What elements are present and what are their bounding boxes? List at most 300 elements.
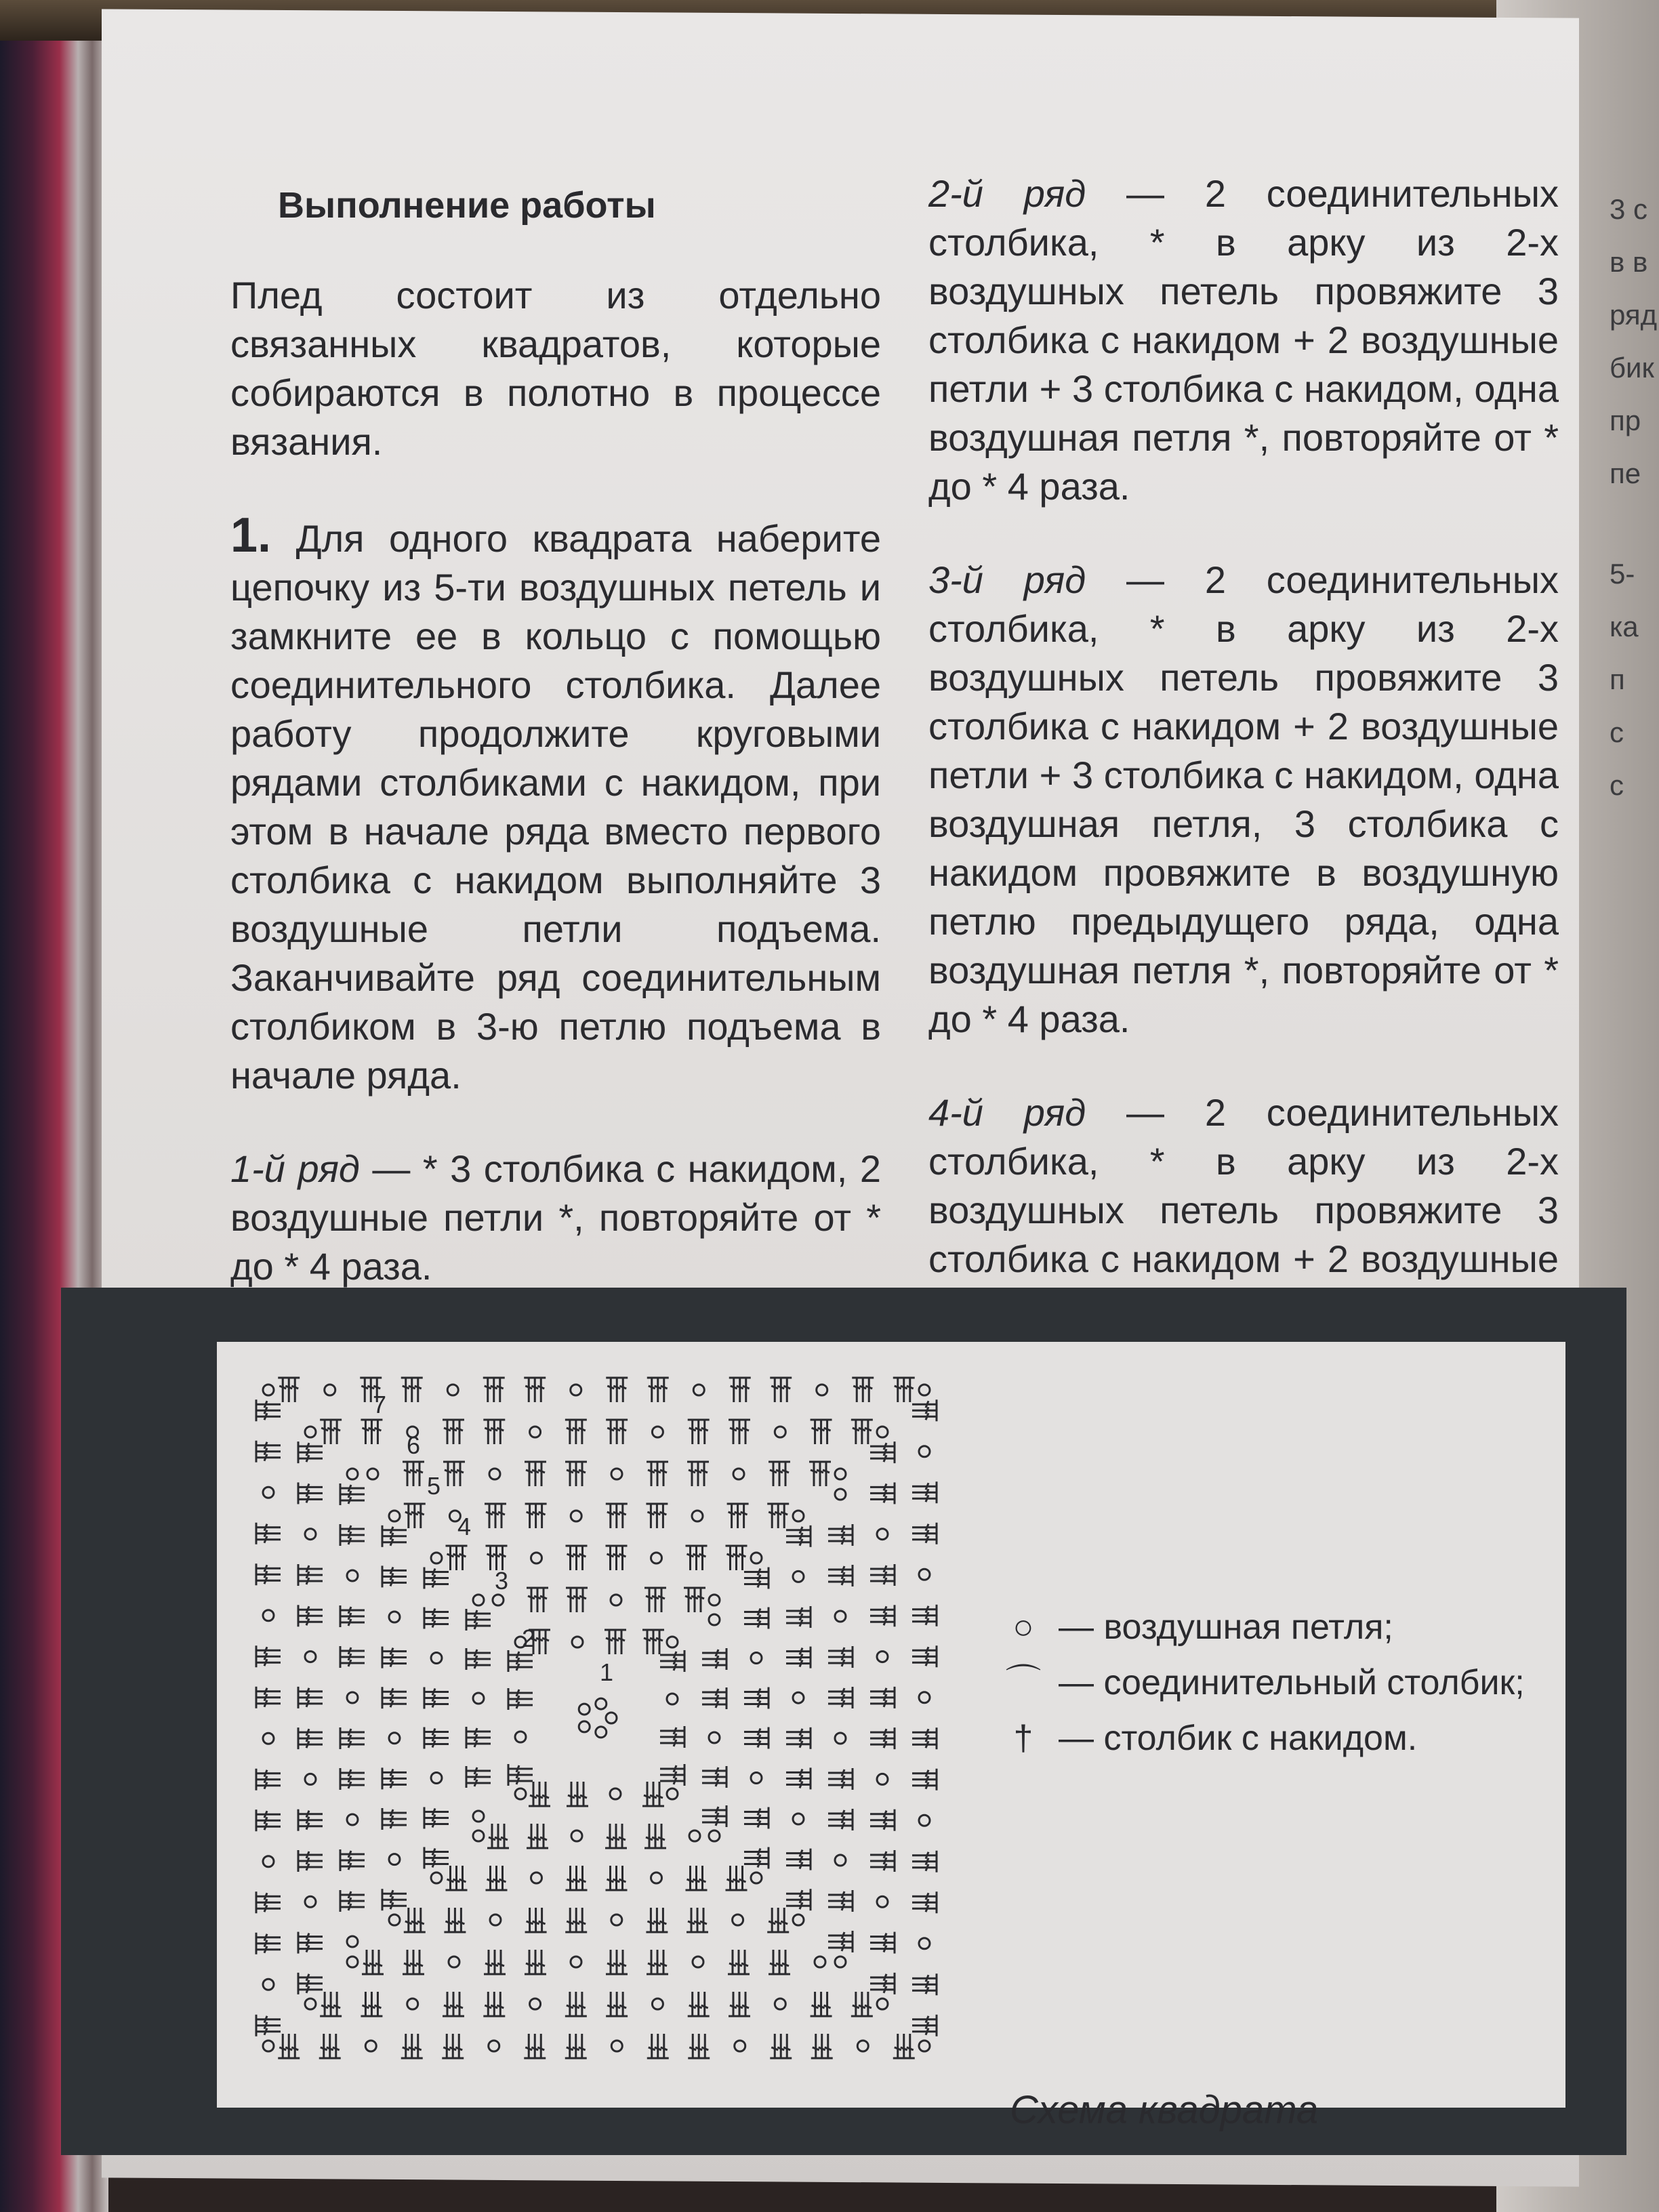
- double-crochet-mark: [912, 1652, 937, 1661]
- double-crochet-mark: [361, 1992, 370, 2016]
- chain-stitch-mark: [263, 1610, 274, 1621]
- double-crochet-mark: [786, 1849, 811, 1858]
- double-crochet-mark: [298, 1979, 323, 1988]
- double-crochet-mark: [527, 1824, 536, 1848]
- double-crochet-mark: [912, 1605, 937, 1614]
- double-crochet-mark: [779, 1908, 789, 1932]
- edge-fragment: 5-: [1610, 558, 1635, 590]
- double-crochet-mark: [786, 1612, 811, 1622]
- chain-stitch-mark: [305, 1999, 316, 2009]
- double-crochet-mark: [912, 1769, 937, 1778]
- double-crochet-mark: [727, 1504, 737, 1528]
- double-crochet-mark: [660, 1726, 684, 1736]
- chain-stitch-mark: [919, 1938, 930, 1949]
- chain-stitch-mark: [389, 1733, 400, 1744]
- double-crochet-mark: [767, 1504, 777, 1528]
- chain-stitch-mark: [919, 2041, 930, 2051]
- double-crochet-mark: [537, 1462, 546, 1486]
- double-crochet-mark: [537, 1504, 547, 1528]
- double-crochet-mark: [744, 1820, 769, 1829]
- double-crochet-mark: [298, 1985, 323, 1994]
- double-crochet-mark: [533, 1588, 542, 1612]
- double-crochet-mark: [828, 1774, 853, 1784]
- double-crochet-mark: [828, 1577, 853, 1586]
- double-crochet-mark: [298, 1734, 323, 1743]
- double-crochet-mark: [298, 1488, 323, 1498]
- edge-fragment: бик: [1610, 352, 1654, 384]
- chain-stitch-mark: [775, 1999, 785, 2009]
- double-crochet-mark: [899, 1378, 909, 1402]
- double-crochet-mark: [298, 1494, 323, 1504]
- double-crochet-mark: [489, 1992, 499, 2016]
- double-crochet-mark: [566, 1588, 575, 1612]
- double-crochet-mark: [646, 1908, 655, 1932]
- double-crochet-mark: [401, 1378, 411, 1402]
- chain-stitch-mark: [263, 1385, 274, 1395]
- double-crochet-mark: [702, 1648, 726, 1658]
- double-crochet-mark: [912, 1481, 937, 1491]
- double-crochet-mark: [828, 1693, 853, 1702]
- double-crochet-mark: [651, 1824, 660, 1848]
- chain-stitch-mark: [489, 1469, 500, 1479]
- double-crochet-mark: [786, 1767, 811, 1777]
- double-crochet-mark: [466, 1621, 491, 1631]
- double-crochet-mark: [912, 1535, 937, 1544]
- double-crochet-mark: [424, 1847, 449, 1857]
- double-crochet-mark: [382, 1578, 407, 1587]
- double-crochet-mark: [530, 2034, 539, 2058]
- double-crochet-mark: [340, 1780, 365, 1790]
- double-crochet-mark: [744, 1814, 769, 1823]
- double-crochet-mark: [424, 1860, 449, 1869]
- double-crochet-mark: [702, 1766, 726, 1776]
- double-crochet-mark: [606, 1546, 615, 1570]
- double-crochet-mark: [786, 1861, 811, 1870]
- chain-stitch-mark: [447, 1385, 458, 1395]
- double-crochet-mark: [340, 1646, 365, 1656]
- double-crochet-mark: [700, 2034, 710, 2058]
- double-crochet-mark: [647, 1462, 656, 1486]
- double-crochet-mark: [491, 1504, 500, 1528]
- double-crochet-mark: [524, 1378, 533, 1402]
- chain-stitch-mark: [919, 1569, 930, 1580]
- double-crochet-mark: [410, 1504, 419, 1528]
- double-crochet-mark: [809, 1462, 819, 1486]
- double-crochet-mark: [735, 1378, 745, 1402]
- chain-stitch-mark: [473, 1595, 484, 1605]
- round-label-6: 6: [407, 1431, 421, 1459]
- double-crochet-mark: [686, 1866, 695, 1890]
- double-crochet-mark: [466, 1772, 491, 1782]
- double-crochet-mark: [566, 1866, 575, 1890]
- double-crochet-mark: [653, 2034, 663, 2058]
- double-crochet-mark: [298, 1973, 323, 1982]
- double-crochet-mark: [382, 1820, 407, 1830]
- double-crochet-mark: [767, 1908, 777, 1932]
- double-crochet-mark: [340, 1740, 365, 1749]
- chain-stitch-mark: [652, 1427, 663, 1437]
- double-crochet-mark: [424, 1574, 449, 1583]
- double-crochet-mark: [647, 1378, 657, 1402]
- chain-stitch-mark: [751, 1653, 762, 1664]
- double-crochet-mark: [340, 1490, 365, 1499]
- double-crochet-mark: [298, 1687, 323, 1696]
- double-crochet-mark: [657, 1588, 666, 1612]
- double-crochet-mark: [508, 1656, 533, 1666]
- double-crochet-mark: [734, 1950, 743, 1974]
- double-crochet-mark: [298, 1856, 323, 1866]
- chain-stitch-mark: [919, 1692, 930, 1703]
- double-crochet-mark: [340, 1496, 365, 1505]
- double-crochet-mark: [828, 1652, 853, 1662]
- chain-stitch-mark: [431, 1773, 442, 1784]
- double-crochet-mark: [298, 1822, 323, 1831]
- double-crochet-mark: [508, 1662, 533, 1672]
- double-crochet-mark: [611, 1824, 621, 1848]
- double-crochet-mark: [644, 1824, 654, 1848]
- double-crochet-mark: [325, 2034, 335, 2058]
- edge-fragment: в в: [1610, 246, 1648, 278]
- double-crochet-mark: [486, 1546, 495, 1570]
- double-crochet-mark: [744, 1568, 769, 1577]
- double-crochet-mark: [702, 1778, 726, 1788]
- chain-stitch-mark: [263, 2041, 274, 2051]
- double-crochet-mark: [490, 1950, 499, 1974]
- double-crochet-mark: [912, 1494, 937, 1503]
- double-crochet-mark: [416, 1908, 426, 1932]
- double-crochet-mark: [256, 1399, 281, 1409]
- double-crochet-mark: [606, 1378, 615, 1402]
- double-crochet-mark: [870, 1617, 895, 1626]
- double-crochet-mark: [828, 1530, 853, 1540]
- chain-stitch-mark: [473, 1811, 484, 1822]
- double-crochet-mark: [618, 1504, 628, 1528]
- double-crochet-mark: [912, 1617, 937, 1626]
- double-crochet-mark: [870, 1816, 895, 1825]
- chain-stitch-mark: [651, 1553, 662, 1563]
- legend-text-chain: — воздушная петля;: [1059, 1607, 1393, 1647]
- double-crochet-mark: [495, 1378, 505, 1402]
- double-crochet-mark: [541, 1782, 550, 1806]
- chain-stitch-mark: [919, 1815, 930, 1826]
- double-crochet-mark: [533, 1824, 542, 1848]
- double-crochet-mark: [659, 1378, 669, 1402]
- chain-stitch-mark: [347, 1957, 358, 1967]
- edge-fragment: с: [1610, 716, 1624, 748]
- double-crochet-mark: [284, 2034, 293, 2058]
- double-crochet-mark: [409, 1462, 418, 1486]
- double-crochet-mark: [508, 1694, 533, 1704]
- double-crochet-mark: [298, 1862, 323, 1872]
- double-crochet-mark: [823, 2034, 833, 2058]
- double-crochet-mark: [786, 1889, 811, 1898]
- chain-stitch-mark: [531, 1872, 542, 1883]
- double-crochet-mark: [782, 1378, 792, 1402]
- double-crochet-mark: [618, 1992, 628, 2016]
- double-crochet-mark: [442, 2034, 451, 2058]
- double-crochet-mark: [446, 1866, 455, 1890]
- double-crochet-mark: [775, 1950, 784, 1974]
- double-crochet-mark: [770, 2034, 779, 2058]
- legend-row-chain: [1003, 1599, 1525, 1655]
- double-crochet-mark: [811, 1992, 820, 2016]
- double-crochet-mark: [298, 1576, 323, 1586]
- double-crochet-mark: [298, 1570, 323, 1580]
- chain-stitch-mark: [610, 1788, 621, 1799]
- double-crochet-mark: [525, 1908, 535, 1932]
- double-crochet-mark: [732, 1546, 741, 1570]
- double-crochet-mark: [851, 1420, 861, 1444]
- double-crochet-mark: [870, 1809, 895, 1819]
- double-crochet-mark: [912, 1891, 937, 1901]
- double-crochet-mark: [744, 1694, 769, 1703]
- double-crochet-mark: [256, 1441, 281, 1450]
- double-crochet-icon: †: [1013, 1719, 1033, 1758]
- chain-stitch-mark: [263, 1487, 274, 1498]
- double-crochet-mark: [857, 1992, 867, 2016]
- double-crochet-mark: [424, 1700, 449, 1709]
- double-crochet-mark: [362, 1950, 371, 1974]
- double-crochet-mark: [298, 1441, 323, 1451]
- double-crochet-mark: [864, 1378, 874, 1402]
- double-crochet-mark: [744, 1853, 769, 1863]
- double-crochet-mark: [565, 2034, 575, 2058]
- double-crochet-mark: [256, 1658, 281, 1667]
- double-crochet-mark: [660, 1732, 684, 1742]
- chain-stitch-mark: [263, 1979, 274, 1990]
- double-crochet-mark: [741, 1378, 751, 1402]
- double-crochet-mark: [698, 1866, 708, 1890]
- double-crochet-mark: [828, 1896, 853, 1906]
- double-crochet-mark: [443, 1462, 453, 1486]
- double-crochet-mark: [912, 1412, 937, 1421]
- chain-stitch-mark: [389, 1914, 400, 1925]
- double-crochet-mark: [606, 1950, 615, 1974]
- double-crochet-mark: [702, 1694, 726, 1703]
- double-crochet-mark: [577, 1992, 587, 2016]
- double-crochet-mark: [660, 1662, 684, 1672]
- double-crochet-mark: [539, 1588, 548, 1612]
- double-crochet-mark: [530, 1378, 539, 1402]
- double-crochet-mark: [618, 1950, 628, 1974]
- double-crochet-mark: [726, 1866, 735, 1890]
- double-crochet-mark: [857, 1420, 867, 1444]
- double-crochet-mark: [415, 1950, 424, 1974]
- chain-stitch-mark: [389, 1511, 400, 1521]
- double-crochet-mark: [382, 1532, 407, 1541]
- double-crochet-mark: [688, 1992, 697, 2016]
- double-crochet-mark: [409, 1950, 418, 1974]
- double-crochet-mark: [702, 1700, 726, 1709]
- double-crochet-mark: [729, 1420, 738, 1444]
- chain-stitch-mark: [733, 1469, 744, 1479]
- double-crochet-mark: [466, 1778, 491, 1788]
- chain-stitch-mark: [793, 1914, 804, 1925]
- double-crochet-mark: [256, 1693, 281, 1702]
- chain-stitch-mark: [611, 1914, 622, 1925]
- row4-label: 4-й ряд: [928, 1091, 1086, 1134]
- double-crochet-mark: [256, 1535, 281, 1544]
- double-crochet-mark: [466, 1727, 491, 1736]
- double-crochet-mark: [572, 1588, 581, 1612]
- edge-fragment: с: [1610, 769, 1624, 801]
- chain-stitch-mark: [431, 1653, 442, 1664]
- double-crochet-mark: [382, 1889, 407, 1898]
- double-crochet-mark: [298, 1617, 323, 1626]
- double-crochet-mark: [256, 1891, 281, 1901]
- slip-stitch-icon: ⌒: [1005, 1663, 1041, 1702]
- next-page-text-fragments: [1610, 183, 1659, 812]
- double-crochet-mark: [256, 1453, 281, 1462]
- double-crochet-mark: [744, 1580, 769, 1589]
- double-crochet-mark: [744, 1687, 769, 1697]
- double-crochet-mark: [735, 1420, 744, 1444]
- double-crochet-mark: [340, 1856, 365, 1865]
- double-crochet-mark: [606, 1992, 615, 2016]
- double-crochet-mark: [744, 1614, 769, 1623]
- chain-stitch-mark: [815, 1957, 825, 1967]
- double-crochet-mark: [693, 1462, 703, 1486]
- double-crochet-mark: [912, 1898, 937, 1907]
- double-crochet-mark: [729, 1992, 738, 2016]
- double-crochet-mark: [647, 2034, 657, 2058]
- double-crochet-mark: [912, 1399, 937, 1409]
- double-crochet-mark: [256, 1775, 281, 1784]
- chain-stitch-mark: [305, 1427, 316, 1437]
- double-crochet-mark: [786, 1780, 811, 1789]
- double-crochet-mark: [404, 1908, 413, 1932]
- double-crochet-mark: [382, 1659, 407, 1668]
- double-crochet-mark: [571, 2034, 581, 2058]
- chain-stitch-mark: [596, 1727, 607, 1738]
- double-crochet-mark: [446, 1546, 455, 1570]
- double-crochet-mark: [744, 1727, 769, 1737]
- double-crochet-mark: [298, 1809, 323, 1819]
- double-crochet-mark: [870, 1985, 895, 1994]
- double-crochet-mark: [786, 1532, 811, 1541]
- double-crochet-mark: [340, 1536, 365, 1546]
- chain-stitch-mark: [793, 1814, 804, 1824]
- double-crochet-mark: [811, 1420, 820, 1444]
- double-crochet-mark: [899, 2034, 909, 2058]
- double-crochet-mark: [298, 1944, 323, 1954]
- double-crochet-mark: [455, 1462, 465, 1486]
- double-crochet-mark: [340, 1768, 365, 1778]
- double-crochet-mark: [537, 1908, 547, 1932]
- double-crochet-mark: [298, 1693, 323, 1702]
- double-crochet-mark: [646, 1504, 655, 1528]
- double-crochet-mark: [298, 1740, 323, 1749]
- chain-stitch-mark: [611, 2041, 622, 2051]
- double-crochet-mark: [782, 2034, 792, 2058]
- double-crochet-mark: [368, 1950, 377, 1974]
- chain-stitch-mark: [431, 1872, 442, 1883]
- double-crochet-mark: [382, 1653, 407, 1662]
- chain-stitch-mark: [877, 1652, 888, 1662]
- double-crochet-mark: [655, 1782, 664, 1806]
- double-crochet-mark: [340, 1896, 365, 1906]
- double-crochet-mark: [298, 1932, 323, 1942]
- row3-label: 3-й ряд: [928, 558, 1086, 601]
- chain-stitch-mark: [473, 1693, 484, 1704]
- double-crochet-mark: [702, 1818, 726, 1827]
- double-crochet-mark: [565, 1420, 575, 1444]
- double-crochet-mark: [870, 1482, 895, 1492]
- double-crochet-mark: [444, 1908, 453, 1932]
- diagram-legend: [1003, 1599, 1525, 1766]
- double-crochet-mark: [373, 1420, 382, 1444]
- double-crochet-mark: [374, 1950, 384, 1974]
- chain-stitch-mark: [793, 1571, 804, 1582]
- double-crochet-mark: [659, 1950, 668, 1974]
- chain-stitch-mark: [389, 1612, 400, 1622]
- double-crochet-mark: [256, 2027, 281, 2036]
- double-crochet-mark: [566, 1546, 575, 1570]
- double-crochet-mark: [618, 1866, 628, 1890]
- double-crochet-mark: [424, 1727, 449, 1737]
- double-crochet-mark: [340, 1605, 365, 1615]
- double-crochet-mark: [571, 1992, 581, 2016]
- double-crochet-mark: [495, 1420, 505, 1444]
- chain-stitch-mark: [579, 1704, 590, 1715]
- double-crochet-mark: [487, 1824, 497, 1848]
- chain-stitch-mark: [611, 1469, 622, 1479]
- chain-stitch-mark: [389, 1854, 400, 1865]
- double-crochet-mark: [738, 1866, 747, 1890]
- double-crochet-mark: [828, 1943, 853, 1952]
- double-crochet-mark: [454, 2034, 464, 2058]
- double-crochet-mark: [828, 1687, 853, 1696]
- double-crochet-mark: [340, 1849, 365, 1859]
- double-crochet-mark: [577, 1420, 587, 1444]
- double-crochet-mark: [565, 1908, 575, 1932]
- double-crochet-mark: [256, 1645, 281, 1655]
- double-crochet-mark: [828, 1699, 853, 1708]
- double-crochet-mark: [688, 2034, 697, 2058]
- round-label-7: 7: [373, 1391, 387, 1418]
- double-crochet-mark: [424, 1820, 449, 1829]
- double-crochet-mark: [870, 1693, 895, 1702]
- chain-stitch-mark: [877, 1774, 888, 1784]
- chain-stitch-mark: [751, 1872, 762, 1883]
- double-crochet-mark: [413, 2034, 423, 2058]
- crochet-chart: [224, 1349, 969, 2101]
- double-crochet-mark: [870, 1740, 895, 1749]
- chain-stitch-mark: [347, 1936, 358, 1947]
- double-crochet-mark: [700, 1420, 710, 1444]
- double-crochet-mark: [449, 1420, 458, 1444]
- chain-stitch-mark: [693, 1385, 704, 1395]
- double-crochet-mark: [728, 1950, 737, 1974]
- chain-stitch-mark: [571, 1385, 581, 1395]
- chain-stitch-mark: [431, 1553, 442, 1563]
- double-crochet-mark: [278, 2034, 287, 2058]
- double-crochet-mark: [699, 1908, 708, 1932]
- double-crochet-mark: [449, 1992, 458, 2016]
- double-crochet-mark: [828, 1809, 853, 1818]
- double-crochet-mark: [508, 1700, 533, 1710]
- double-crochet-mark: [450, 1908, 459, 1932]
- double-crochet-mark: [489, 1378, 499, 1402]
- double-crochet-mark: [443, 1992, 452, 2016]
- double-crochet-mark: [828, 1658, 853, 1668]
- chain-stitch-mark: [667, 1788, 678, 1799]
- double-crochet-mark: [605, 1630, 614, 1654]
- double-crochet-mark: [647, 1950, 656, 1974]
- double-crochet-mark: [298, 1850, 323, 1860]
- double-crochet-mark: [484, 1950, 493, 1974]
- double-crochet-mark: [617, 1630, 626, 1654]
